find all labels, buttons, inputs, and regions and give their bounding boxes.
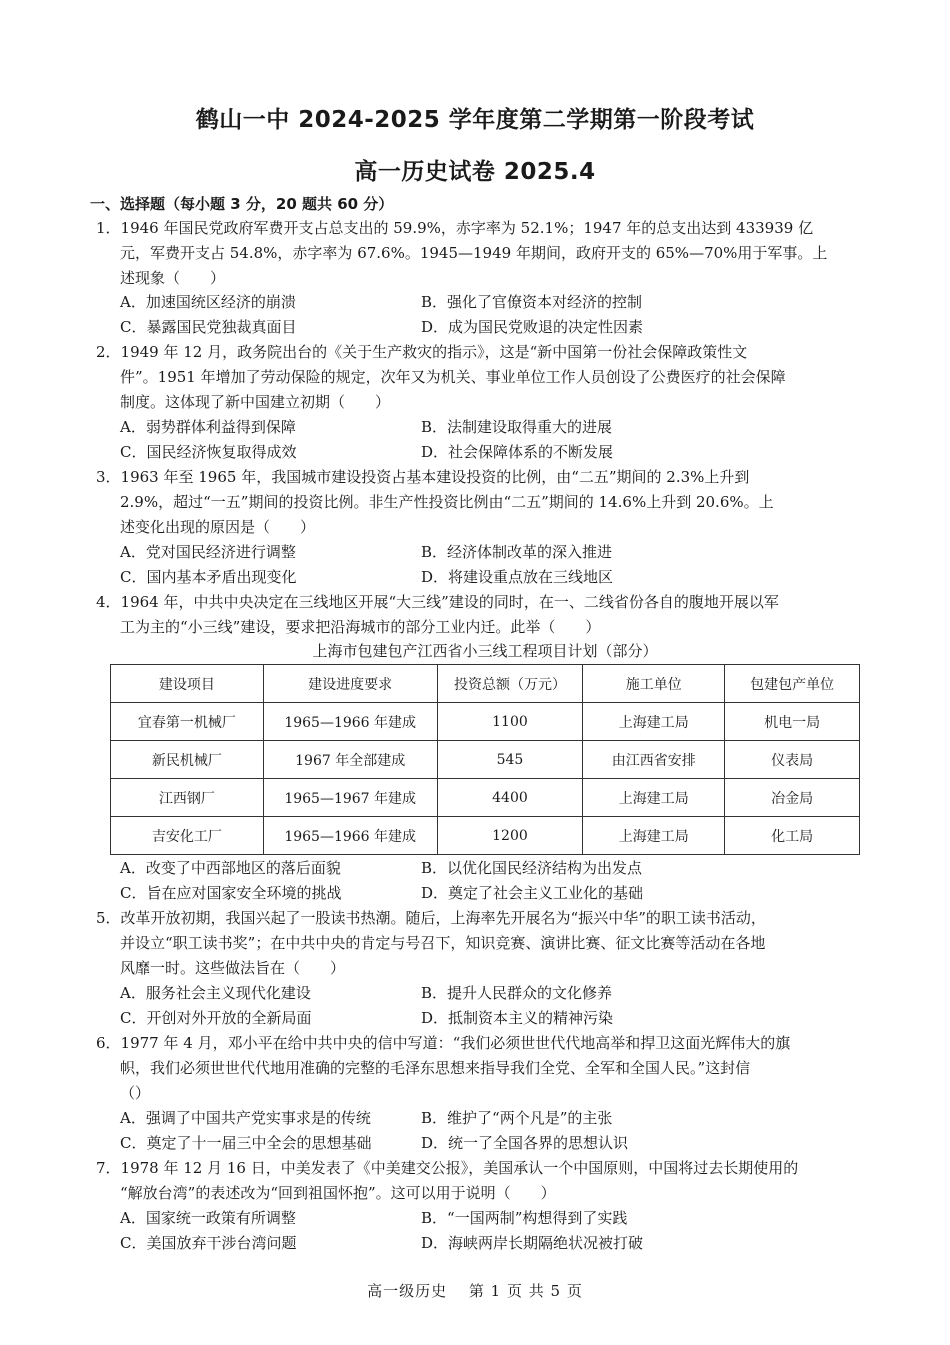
question-text: 6．1977 年 4 月，邓小平在给中共中央的信中写道：“我们必须世世代代地高举和捍卫这面光辉伟大的旗: [96, 1034, 791, 1052]
option-a: A．弱势群体利益得到保障: [120, 418, 296, 436]
table-cell: 545: [437, 741, 583, 779]
table-row: [111, 741, 860, 779]
page-footer: 高一级历史 第 1 页 共 5 页: [367, 1282, 583, 1300]
table-cell: 化工局: [725, 817, 860, 855]
table-cell: 仪表局: [725, 741, 860, 779]
table-cell: 上海建工局: [583, 817, 725, 855]
question-text: 并设立“职工读书奖”；在中共中央的肯定与号召下，知识竞赛、演讲比赛、征文比赛等活动在各地: [120, 934, 766, 952]
option-b: B．“一国两制”构想得到了实践: [421, 1209, 628, 1227]
table-row: [111, 817, 860, 855]
table-cell: 机电一局: [725, 703, 860, 741]
table-cell: 1967 年全部建成: [263, 741, 437, 779]
question-text: 2.9%，超过“一五”期间的投资比例。非生产性投资比例由“二五”期间的 14.6%上升到 20.6%。上: [120, 493, 774, 511]
option-a: A．强调了中国共产党实事求是的传统: [120, 1109, 371, 1127]
table-cell: 上海建工局: [583, 703, 725, 741]
question-text: 工为主的“小三线”建设，要求把沿海城市的部分工业内迁。此举（ ）: [120, 618, 601, 636]
table-caption: 上海市包建包产江西省小三线工程项目计划（部分）: [312, 642, 658, 660]
table-row: [111, 779, 860, 817]
option-c: C．奠定了十一届三中全会的思想基础: [120, 1134, 372, 1152]
question-text: 2．1949 年 12 月，政务院出台的《关于生产救灾的指示》，这是“新中国第一份社会保障政策性文: [96, 343, 748, 361]
option-d: D．统一了全国各界的思想认识: [421, 1134, 629, 1152]
section-title: 一、选择题（每小题 3 分，20 题共 60 分）: [90, 195, 394, 213]
question-text: 1．1946 年国民党政府军费开支占总支出的 59.9%，赤字率为 52.1%；1947 年的总支出达到 433939 亿: [96, 219, 814, 237]
option-d: D．奠定了社会主义工业化的基础: [421, 884, 644, 902]
exam-title: 鹤山一中 2024-2025 学年度第二学期第一阶段考试: [195, 107, 755, 133]
question-text: 制度。这体现了新中国建立初期（ ）: [120, 393, 391, 411]
question-text: 帜，我们必须世世代代地用准确的完整的毛泽东思想来指导我们全党、全军和全国人民。”这封信: [120, 1059, 751, 1077]
question-text: 件”。1951 年增加了劳动保险的规定，次年又为机关、事业单位工作人员创设了公费医疗的社会保障: [120, 368, 786, 386]
table-row: [111, 703, 860, 741]
table-cell: 1965—1966 年建成: [263, 817, 437, 855]
column-header: 包建包产单位: [725, 665, 860, 703]
table-cell: 新民机械厂: [111, 741, 264, 779]
question-text: 7．1978 年 12 月 16 日，中美发表了《中美建交公报》，美国承认一个中国原则，中国将过去长期使用的: [96, 1159, 799, 1177]
option-c: C．美国放弃干涉台湾问题: [120, 1234, 297, 1252]
project-plan-table: [110, 664, 860, 855]
question-text: 述变化出现的原因是（ ）: [120, 518, 316, 536]
option-b: B．经济体制改革的深入推进: [421, 543, 613, 561]
table-cell: 4400: [437, 779, 583, 817]
exam-subtitle: 高一历史试卷 2025.4: [354, 159, 596, 185]
option-b: B．维护了“两个凡是”的主张: [421, 1109, 613, 1127]
column-header: 建设进度要求: [263, 665, 437, 703]
option-d: D．将建设重点放在三线地区: [421, 568, 614, 586]
table-cell: 1100: [437, 703, 583, 741]
option-b: B．以优化国民经济结构为出发点: [421, 859, 643, 877]
option-a: A．党对国民经济进行调整: [120, 543, 296, 561]
table-cell: 1965—1967 年建成: [263, 779, 437, 817]
option-d: D．抵制资本主义的精神污染: [421, 1009, 614, 1027]
table-cell: 宜春第一机械厂: [111, 703, 264, 741]
option-a: A．国家统一政策有所调整: [120, 1209, 296, 1227]
column-header: 建设项目: [111, 665, 264, 703]
table-header-row: [111, 665, 860, 703]
option-a: A．服务社会主义现代化建设: [120, 984, 311, 1002]
table-cell: 由江西省安排: [583, 741, 725, 779]
option-d: D．社会保障体系的不断发展: [421, 443, 614, 461]
option-a: A．加速国统区经济的崩溃: [120, 293, 296, 311]
option-c: C．开创对外开放的全新局面: [120, 1009, 312, 1027]
question-text: （）: [120, 1084, 151, 1102]
option-a: A．改变了中西部地区的落后面貌: [120, 859, 341, 877]
option-c: C．旨在应对国家安全环境的挑战: [120, 884, 342, 902]
question-text: 5．改革开放初期，我国兴起了一股读书热潮。随后，上海率先开展名为“振兴中华”的职工读书活动，: [96, 909, 766, 927]
question-text: 3．1963 年至 1965 年，我国城市建设投资占基本建设投资的比例，由“二五”期间的 2.3%上升到: [96, 468, 750, 486]
option-b: B．强化了官僚资本对经济的控制: [421, 293, 643, 311]
option-c: C．国内基本矛盾出现变化: [120, 568, 297, 586]
table-cell: 1965—1966 年建成: [263, 703, 437, 741]
option-c: C．国民经济恢复取得成效: [120, 443, 297, 461]
option-b: B．法制建设取得重大的进展: [421, 418, 613, 436]
column-header: 施工单位: [583, 665, 725, 703]
option-d: D．成为国民党败退的决定性因素: [421, 318, 644, 336]
option-c: C．暴露国民党独裁真面目: [120, 318, 297, 336]
question-text: 述现象（ ）: [120, 269, 226, 287]
question-text: 风靡一时。这些做法旨在（ ）: [120, 959, 346, 977]
table-cell: 冶金局: [725, 779, 860, 817]
table-cell: 1200: [437, 817, 583, 855]
question-text: 元，军费开支占 54.8%，赤字率为 67.6%。1945—1949 年期间，政府开支的 65%—70%用于军事。上: [120, 244, 828, 262]
table-cell: 江西钢厂: [111, 779, 264, 817]
table-cell: 吉安化工厂: [111, 817, 264, 855]
option-b: B．提升人民群众的文化修养: [421, 984, 613, 1002]
table-cell: 上海建工局: [583, 779, 725, 817]
option-d: D．海峡两岸长期隔绝状况被打破: [421, 1234, 644, 1252]
question-text: “解放台湾”的表述改为“回到祖国怀抱”。这可以用于说明（ ）: [120, 1184, 556, 1202]
question-text: 4．1964 年，中共中央决定在三线地区开展“大三线”建设的同时，在一、二线省份各自的腹地开展以军: [96, 593, 779, 611]
column-header: 投资总额（万元）: [437, 665, 583, 703]
